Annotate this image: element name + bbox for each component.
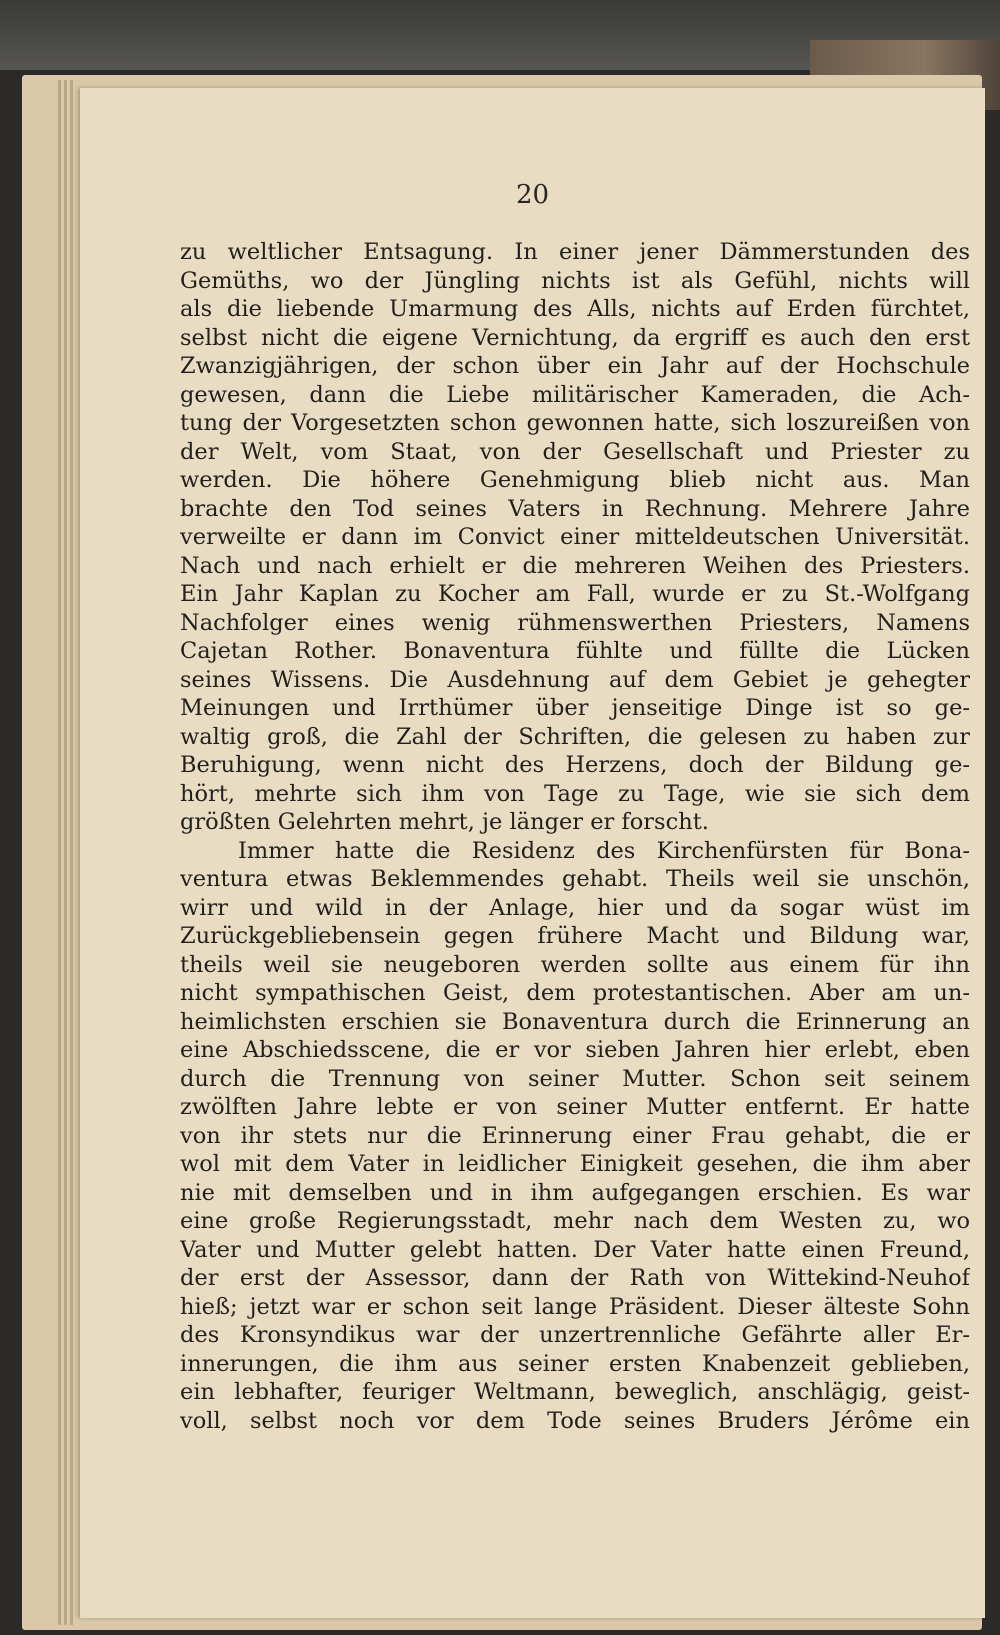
page-number: 20 [515,180,550,210]
text-line: der Welt, vom Staat, von der Gesellschaft und Priester zu [180,438,970,465]
text-line: als die liebende Umarmung des Alls, nichts auf Erden fürchtet, [180,296,970,322]
text-line: werden. Die höhere Genehmigung blieb nicht aus. Man [180,467,970,493]
text-line: voll, selbst noch vor dem Tode seines Bruders Jérôme ein [180,1407,970,1434]
text-line: Gemüths, wo der Jüngling nichts ist als Gefühl, nichts will [180,267,970,294]
body-text [180,238,970,1435]
text-line: eine Abschiedsscene, die er vor sieben Jahren hier erlebt, eben [180,1037,970,1063]
text-line: ventura etwas Beklemmendes gehabt. Theils weil sie unschön, [180,866,970,892]
text-line: innerungen, die ihm aus seiner ersten Knabenzeit geblieben, [180,1350,970,1377]
text-line: ein lebhafter, feuriger Weltmann, beweglich, anschlägig, geist- [180,1379,970,1405]
text-line: seines Wissens. Die Ausdehnung auf dem Gebiet je gehegter [180,666,970,693]
text-line: nie mit demselben und in ihm aufgegangen erschien. Es war [180,1179,970,1206]
book-page [80,88,985,1618]
text-line: des Kronsyndikus war der unzertrennliche Gefährte aller Er- [180,1322,970,1348]
text-line: verweilte er dann im Convict einer mitteldeutschen Universität. [180,524,970,550]
text-line: Vater und Mutter gelebt hatten. Der Vater hatte einen Freund, [180,1236,970,1263]
text-line: Beruhigung, wenn nicht des Herzens, doch der Bildung ge- [180,752,970,778]
text-line: eine große Regierungsstadt, mehr nach dem Westen zu, wo [180,1208,970,1234]
text-line: Cajetan Rother. Bonaventura fühlte und füllte die Lücken [180,638,970,664]
text-line: selbst nicht die eigene Vernichtung, da ergriff es auch den erst [180,324,970,351]
text-line: theils weil sie neugeboren werden sollte aus einem für ihn [180,951,970,978]
text-line: von ihr stets nur die Erinnerung einer Frau gehabt, die er [180,1122,970,1149]
text-line: hört, mehrte sich ihm von Tage zu Tage, wie sie sich dem [180,780,970,807]
text-line: Immer hatte die Residenz des Kirchenfürsten für Bona- [238,837,970,864]
text-line: zu weltlicher Entsagung. In einer jener Dämmerstunden des [180,239,970,265]
page-edge [64,80,67,1625]
text-line: Nachfolger eines wenig rühmenswerthen Priesters, Namens [180,609,970,636]
text-line: waltig groß, die Zahl der Schriften, die gelesen zu haben zur [180,723,970,750]
text-line: Zurückgebliebensein gegen frühere Macht und Bildung war, [180,923,970,949]
text-line: Meinungen und Irrthümer über jenseitige Dinge ist so ge- [180,695,970,721]
text-line: wirr und wild in der Anlage, hier und da sogar wüst im [180,894,970,921]
text-line: Ein Jahr Kaplan zu Kocher am Fall, wurde er zu St.-Wolfgang [180,581,970,607]
text-line: hieß; jetzt war er schon seit lange Präsident. Dieser älteste Sohn [180,1293,970,1320]
text-line: Nach und nach erhielt er die mehreren Weihen des Priesters. [180,552,970,579]
page-edge [70,80,73,1625]
text-line: Zwanzigjährigen, der schon über ein Jahr auf der Hochschule [180,353,970,379]
text-line: heimlichsten erschien sie Bonaventura durch die Erinnerung an [180,1008,970,1035]
text-line: brachte den Tod seines Vaters in Rechnung. Mehrere Jahre [180,495,970,522]
text-line: nicht sympathischen Geist, dem protestantischen. Aber am un- [180,980,970,1006]
text-line: größten Gelehrten mehrt, je länger er forscht. [180,809,709,835]
text-line: gewesen, dann die Liebe militärischer Kameraden, die Ach- [180,381,970,408]
text-line: der erst der Assessor, dann der Rath von Wittekind-Neuhof [180,1265,970,1291]
text-line: zwölften Jahre lebte er von seiner Mutter entfernt. Er hatte [180,1094,970,1120]
text-line: wol mit dem Vater in leidlicher Einigkeit gesehen, die ihm aber [180,1151,970,1177]
text-line: tung der Vorgesetzten schon gewonnen hatte, sich loszureißen von [180,410,970,436]
text-line: durch die Trennung von seiner Mutter. Schon seit seinem [180,1065,970,1092]
page-edge [58,80,61,1625]
